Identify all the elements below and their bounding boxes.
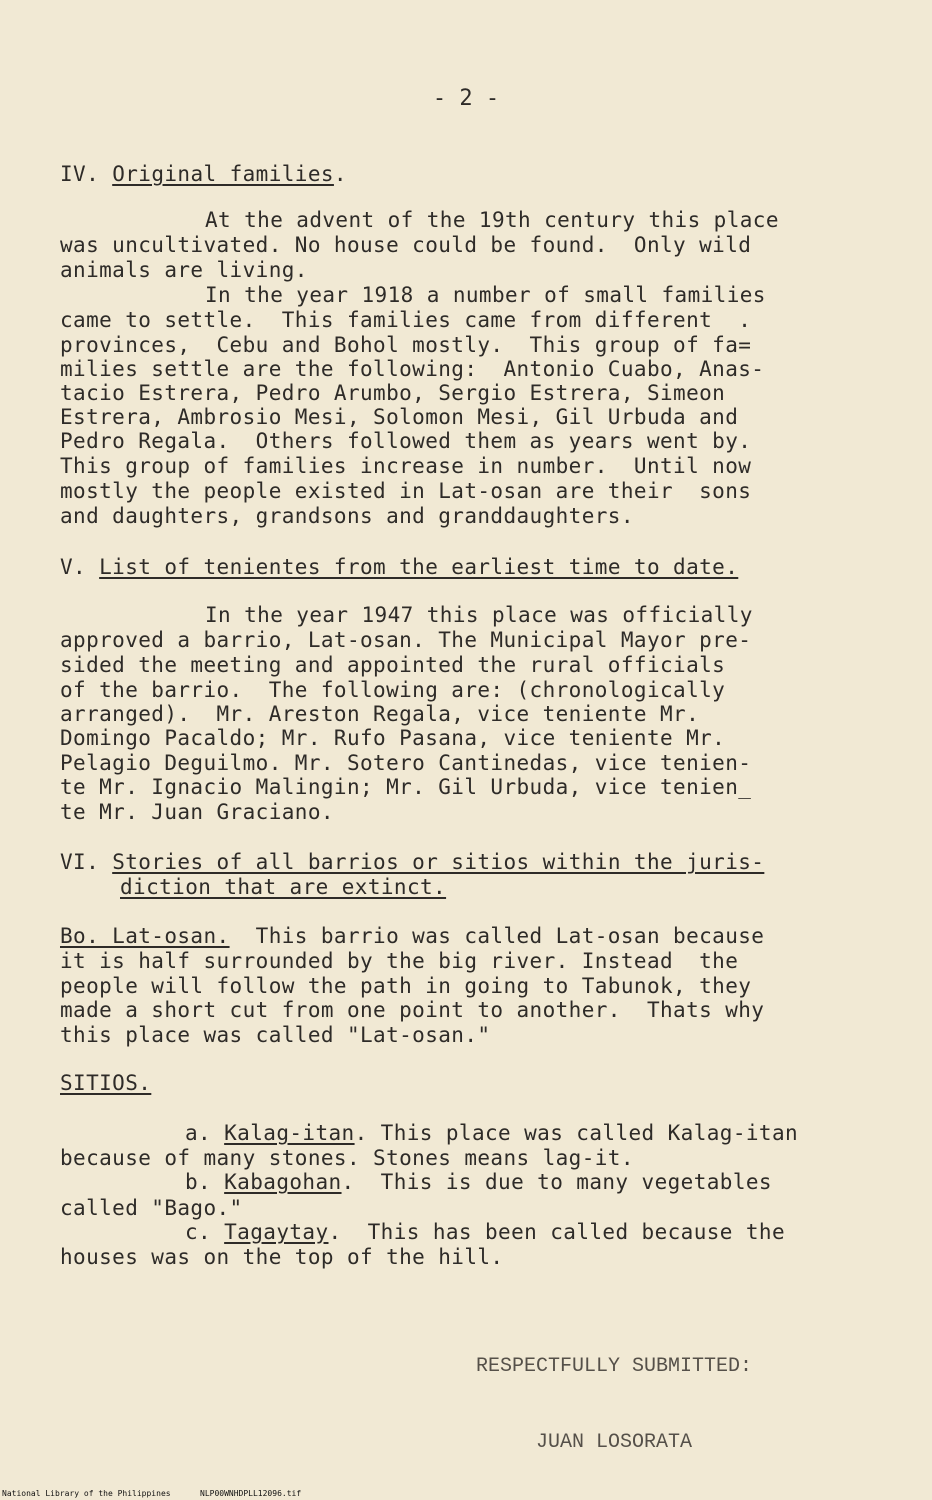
section-5-title: List of tenientes from the earliest time to date. (99, 555, 739, 579)
footer-library: National Library of the Philippines (2, 1489, 171, 1498)
section-4-line: Pedro Regala. Others followed them as years went by. (60, 429, 752, 453)
sitio-prefix: b. (185, 1170, 225, 1194)
section-5-number: V. (60, 555, 87, 579)
section-6-heading-cont (120, 875, 446, 899)
sitio-name: Kabagohan (224, 1170, 342, 1194)
section-5-line: of the barrio. The following are: (chronologically (60, 678, 726, 702)
section-4-line: milies settle are the following: Antonio Cuabo, Anas- (60, 357, 765, 381)
section-4-line: At the advent of the 19th century this place (205, 208, 779, 232)
barrio-label: Bo. Lat-osan. (60, 924, 230, 948)
sitio-name: Kalag-itan (224, 1121, 355, 1145)
section-4-line: tacio Estrera, Pedro Arumbo, Sergio Estrera, Simeon (60, 381, 726, 405)
section-5-line: te Mr. Juan Graciano. (60, 800, 334, 824)
barrio-paragraph-first (60, 924, 764, 948)
section-5-line: approved a barrio, Lat-osan. The Municipal Mayor pre- (60, 628, 752, 652)
section-5-line: Domingo Pacaldo; Mr. Rufo Pasana, vice teniente Mr. (60, 726, 726, 750)
section-6-title-line2: diction that are extinct. (120, 875, 447, 899)
signature-name: JUAN LOSORATA (536, 1431, 693, 1454)
section-4-line: This group of families increase in number. Until now (60, 454, 752, 478)
section-4-line: mostly the people existed in Lat-osan are their sons (60, 479, 752, 503)
section-4-line: came to settle. This families came from different . (60, 308, 752, 332)
sitio-prefix: c. (185, 1220, 225, 1244)
section-4-line: provinces, Cebu and Bohol mostly. This group of fa= (60, 333, 752, 357)
section-6-number: VI. (60, 850, 100, 874)
section-4-line: In the year 1918 a number of small families (205, 283, 766, 307)
section-6-title-line1: Stories of all barrios or sitios within the juris- (112, 850, 765, 874)
sitio-item (185, 1170, 772, 1194)
sitio-name: Tagaytay (224, 1220, 329, 1244)
sitio-text: . This is due to many vegetables (341, 1170, 772, 1194)
sitio-prefix: a. (185, 1121, 225, 1145)
section-4-line: and daughters, grandsons and granddaughters. (60, 504, 634, 528)
section-5-line: te Mr. Ignacio Malingin; Mr. Gil Urbuda, vice tenien_ (60, 775, 752, 799)
section-5-heading (60, 555, 738, 579)
section-4-heading: IV. Original families. (60, 162, 347, 186)
page-number: - 2 - (432, 86, 500, 111)
sitio-cont: because of many stones. Stones means lag-it. (60, 1146, 634, 1170)
sitios-heading-text: SITIOS. (60, 1071, 152, 1095)
footer-filename: NLP00WNHDPLL12096.tif (200, 1489, 302, 1498)
barrio-line: this place was called "Lat-osan." (60, 1023, 491, 1047)
section-4-line: animals are living. (60, 258, 308, 282)
barrio-line: made a short cut from one point to another. Thats why (60, 998, 765, 1022)
sitio-item (185, 1121, 798, 1145)
section-6-heading (60, 850, 764, 874)
closing-text: RESPECTFULLY SUBMITTED: (476, 1355, 753, 1378)
sitio-item (185, 1220, 785, 1244)
section-4-title: Original families (112, 162, 334, 186)
section-4-number: IV. (60, 162, 100, 186)
sitio-cont: called "Bago." (60, 1196, 243, 1220)
sitios-heading (60, 1071, 151, 1095)
section-5-line: arranged). Mr. Areston Regala, vice teniente Mr. (60, 702, 700, 726)
section-5-line: In the year 1947 this place was officially (205, 603, 753, 627)
section-5-line: Pelagio Deguilmo. Mr. Sotero Cantinedas, vice tenien- (60, 751, 752, 775)
barrio-first-text: This barrio was called Lat-osan because (229, 924, 765, 948)
section-4-line: Estrera, Ambrosio Mesi, Solomon Mesi, Gil Urbuda and (60, 405, 739, 429)
barrio-line: people will follow the path in going to Tabunok, they (60, 974, 752, 998)
section-4-line: was uncultivated. No house could be found. Only wild (60, 233, 752, 257)
barrio-line: it is half surrounded by the big river. Instead the (60, 949, 739, 973)
section-5-line: sided the meeting and appointed the rural officials (60, 653, 726, 677)
sitio-text: . This has been called because the (328, 1220, 786, 1244)
sitio-cont: houses was on the top of the hill. (60, 1245, 504, 1269)
sitio-text: . This place was called Kalag-itan (354, 1121, 799, 1145)
